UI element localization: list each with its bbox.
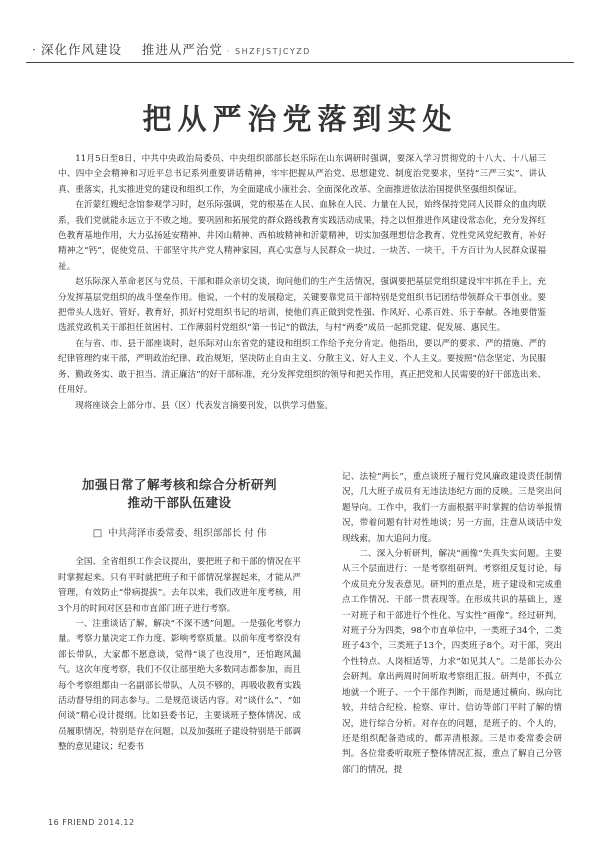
article-byline <box>58 526 301 541</box>
intro-paragraph: 赵乐际深入革命老区与党员、干部和群众亲切交谈，询问他们的生产生活情况，强调要把基层党组织建设牢牢抓在手上，充分发挥基层党组织的战斗堡垒作用。他说，一个村的发展稳定，关键要靠党员干部特别是党组织书记团结带领群众干事创业。要把带头人选好、管好、教育好，抓好村党组织书记的培训，使他们真正做到党性强、作风好、心系百姓、乐于奉献。各地要借鉴选派党政机关干部担任贫困村、工作薄弱村党组织“第一书记”的做法，与村“两委”成员一起抓党建、促发展、惠民生。 <box>58 277 546 334</box>
article-paragraph: 二、深入分析研判，解决“画像”失真失实问题。主要从三个层面进行：一是考察组研判。考察组反复讨论，每个成员充分发表意见。研判的重点是，班子建设和完成重点工作情况、干部一贯表现等。在形成共识的基础上，逐一对班子和干部进行个性化、写实性“画像”。经过研判，对班子分为四类，98个市直单位中，一类班子34个，二类班子43个，三类班子13个，四类班子8个。对干部，突出个性特点、人岗相适等，力求“如见其人”。二是部长办公会研判。拿出两周时间听取考察组汇报。研判中，不孤立地就一个班子、一个干部作判断，而是通过横向、纵向比较，并结合纪检、检察、审计、信访等部门平时了解的情况，进行综合分析。对存在的问题，是班子的、个人的，还是组织配备造成的，都弄清根源。三是市委常委会研判。各位常委听取班子整体情况汇报，重点了解自己分管部门的情况，提 <box>342 549 562 775</box>
article-title-line: 推动干部队伍建设 <box>127 495 232 510</box>
article-paragraph: 一、注重谈话了解，解决“不深不透”问题。一是强化考察力量。考察力量决定工作力度、影响考察质量。以前年度考察没有部长带队，大家都不愿意谈，觉得“谈了也没用”，还怕跑风漏气。这次年度考察，我们不仅让部里绝大多数同志都参加，而且每个考察组都由一名副部长带队，人员不够的，再吸收教育实践活动督导组的同志参与。二是规范谈话内容。对“谈什么”、“如何谈”精心设计提纲。比如县委书记，主要谈班子整体情况、成员履职情况，特别是存在问题，以及加强班子建设特别是干部调整的意见建议；纪委书 <box>58 619 301 753</box>
byline-box-icon: □ <box>92 528 103 539</box>
page-footer: 16 FRIEND 2014.12 <box>48 818 135 827</box>
intro-paragraph: 11月5日至8日，中共中央政治局委员、中央组织部部长赵乐际在山东调研时强调，要深入学习贯彻党的十八大、十八届三中、四中全会精神和习近平总书记系列重要讲话精神，牢牢把握从严治党、思想建党、制度治党要求，坚持“三严三实”、讲认真、重落实，扎实推进党的建设和组织工作，为全面建成小康社会、全面深化改革、全面推进依法治国提供坚强组织保证。 <box>58 154 546 195</box>
article-title <box>58 476 301 512</box>
article-right-column <box>342 470 562 778</box>
header-slogan <box>32 40 311 58</box>
article-title-line: 加强日常了解考核和综合分析研判 <box>81 477 277 492</box>
article-paragraph: 全国、全省组织工作会议提出，要把班子和干部的情况在平时掌握起来。只有平时就把班子和干部情况掌握起来，才能从严管理，有效防止“带病提拔”。去年以来，我们改进年度考核，用3个月的时间对区县和市直部门班子进行考察。 <box>58 557 301 614</box>
page-title: 把从严治党落到实处 <box>142 102 458 136</box>
intro-section <box>58 152 546 414</box>
intro-paragraph: 在沂蒙红嫂纪念馆参观学习时，赵乐际强调，党的根基在人民、血脉在人民、力量在人民，始终保持党同人民群众的血肉联系，我们党就能永远立于不败之地。要巩固和拓展党的群众路线教育实践活动成果，持之以恒推进作风建设常态化，充分发挥红色教育基地作用，大力弘扬延安精神、井冈山精神、西柏坡精神和沂蒙精神，切实加强理想信念教育、党性党风党纪教育，补好精神之“钙”，促使党员、干部坚守共产党人精神家园，真心实意与人民群众一块过、一块苦、一块干，千方百计为人民群众谋福祉。 <box>58 200 546 272</box>
page-header <box>26 40 574 63</box>
article-paragraph: 记、法检“两长”，重点谈班子履行党风廉政建设责任制情况，几大班子成员有无违法违纪方面的反映。三是突出问题导向。工作中，我们一方面根据平时掌握的信访举报情况，带着问题有针对性地谈；另一方面，注意从谈话中发现线索，加大追问力度。 <box>342 472 562 544</box>
article-left-column <box>58 470 301 756</box>
header-right-text: 推进从严治党 <box>141 42 223 57</box>
intro-paragraph: 在与省、市、县干部座谈时，赵乐际对山东省党的建设和组织工作给予充分肯定。他指出，要以严的要求、严的措施、严的纪律管理约束干部，严明政治纪律、政治规矩，坚决防止自由主义、分散主义、好人主义、个人主义。要按照“信念坚定、为民服务、勤政务实、敢于担当、清正廉洁”的好干部标准，充分发挥党组织的领导和把关作用，真正把党和人民需要的好干部选出来、任用好。 <box>58 338 546 396</box>
byline-text: 中共菏泽市委常委、组织部部长 付 伟 <box>108 528 267 539</box>
header-left-text: 深化作风建设 <box>40 42 122 57</box>
header-latin: · SHZFJSTJCYZD <box>226 47 311 56</box>
header-dot: · <box>32 42 37 57</box>
intro-paragraph: 现将座谈会上部分市、县（区）代表发言摘要刊发，以供学习借鉴。 <box>75 400 334 411</box>
